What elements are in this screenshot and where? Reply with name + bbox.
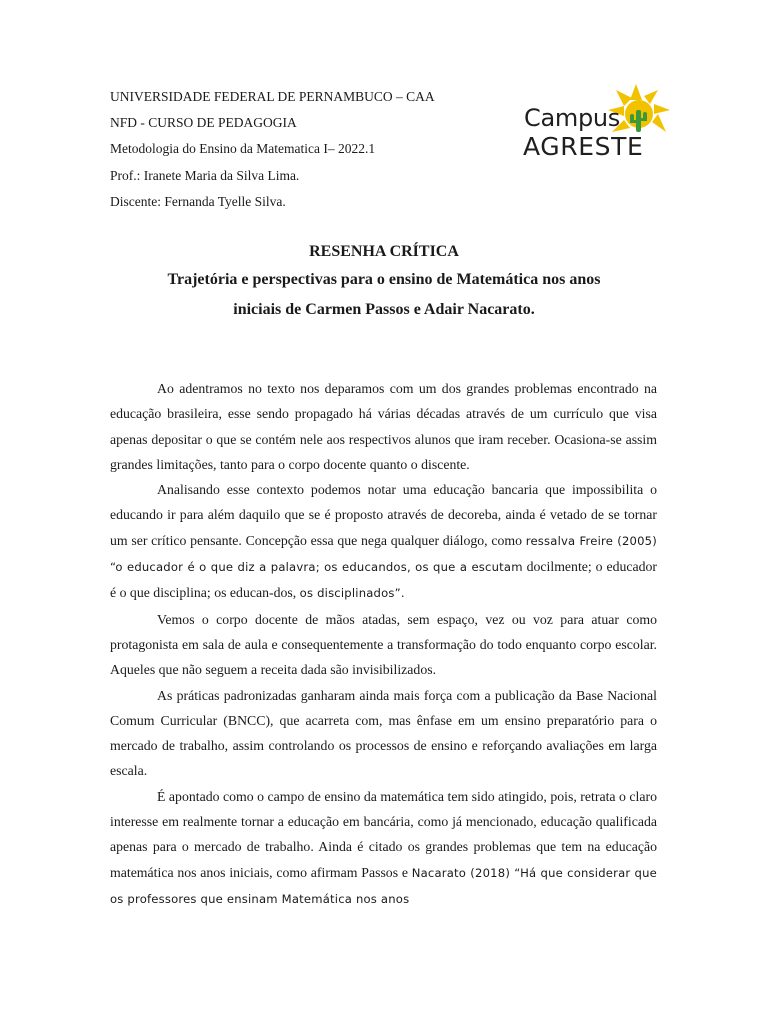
paragraph-4: As práticas padronizadas ganharam ainda mais força com a publicação da Base Nacional Comum Curricular (BNCC), que acarreta com, mas ênfase em um ensino preparatório para o mercado de trabalho, assim controlando os processos de ensino e reforçando avaliações em larga escala.	[110, 687, 657, 779]
paragraph-2-text-a: Analisando esse contexto podemos notar uma educação bancaria que impossibilita o educando ir para além daquilo que se é proposto através de decoreba, ainda é vetado de se tornar um ser crítico pensante. Concepção essa que nega qualquer diálogo, como	[110, 482, 657, 548]
student-name: Discente: Fernanda Tyelle Silva.	[110, 193, 286, 209]
logo-agreste-text: AGRESTE	[523, 132, 644, 161]
paragraph-2-text-c: docilmente; o educador é o que disciplina; os educan-dos,	[110, 559, 658, 601]
document-title: RESENHA CRÍTICA	[309, 243, 459, 260]
document-title-block	[90, 239, 678, 325]
paragraph-5-text-a: É apontado como o campo de ensino da matemática tem sido atingido, pois, retrata o claro interesse em realmente tornar a educação em bancária, como já mencionado, educação qualificada apenas para o mercado de trabalho. Ainda é citado os grandes problemas que tem na educação matemática nos anos iniciais, como afirmam Passos e	[110, 788, 657, 880]
campus-agreste-logo	[520, 82, 670, 168]
document-body	[110, 376, 657, 912]
freire-citation: ressalva Freire (2005) “o educador é o que diz a palavra; os educandos, os que a escutam	[110, 533, 657, 575]
paragraph-3: Vemos o corpo docente de mãos atadas, sem espaço, vez ou voz para atuar como protagonista em sala de aula e consequentemente a transformação do todo enquanto corpo escolar. Aqueles que não seguem a receita dada são invisibilizados.	[110, 611, 657, 678]
logo-campus-text: Campus	[524, 104, 620, 132]
paragraph-5	[110, 784, 657, 912]
document-subtitle-line-1: Trajetória e perspectivas para o ensino de Matemática nos anos	[167, 271, 601, 288]
course-name: NFD - CURSO DE PEDAGOGIA	[110, 115, 297, 131]
freire-citation-end: os disciplinados”.	[299, 586, 405, 601]
paragraph-2	[110, 477, 657, 606]
university-name: UNIVERSIDADE FEDERAL DE PERNAMBUCO – CAA	[110, 89, 435, 104]
document-subtitle-line-2: iniciais de Carmen Passos e Adair Nacarato.	[233, 301, 535, 318]
paragraph-1: Ao adentramos no texto nos deparamos com um dos grandes problemas encontrado na educação brasileira, esse sendo propagado há várias décadas através de um currículo que visa apenas depositar o que se contém nele aos respectivos alunos que iram receber. Ocasiona-se assim grandes limitações, tanto para o corpo docente quanto o discente.	[110, 381, 657, 472]
professor-name: Prof.: Iranete Maria da Silva Lima.	[110, 167, 300, 183]
subject-name: Metodologia do Ensino da Matematica I– 2022.1	[110, 141, 376, 157]
document-header	[110, 84, 530, 215]
nacarato-citation: Nacarato (2018) “Há que considerar que os professores que ensinam Matemática nos anos	[110, 865, 657, 906]
